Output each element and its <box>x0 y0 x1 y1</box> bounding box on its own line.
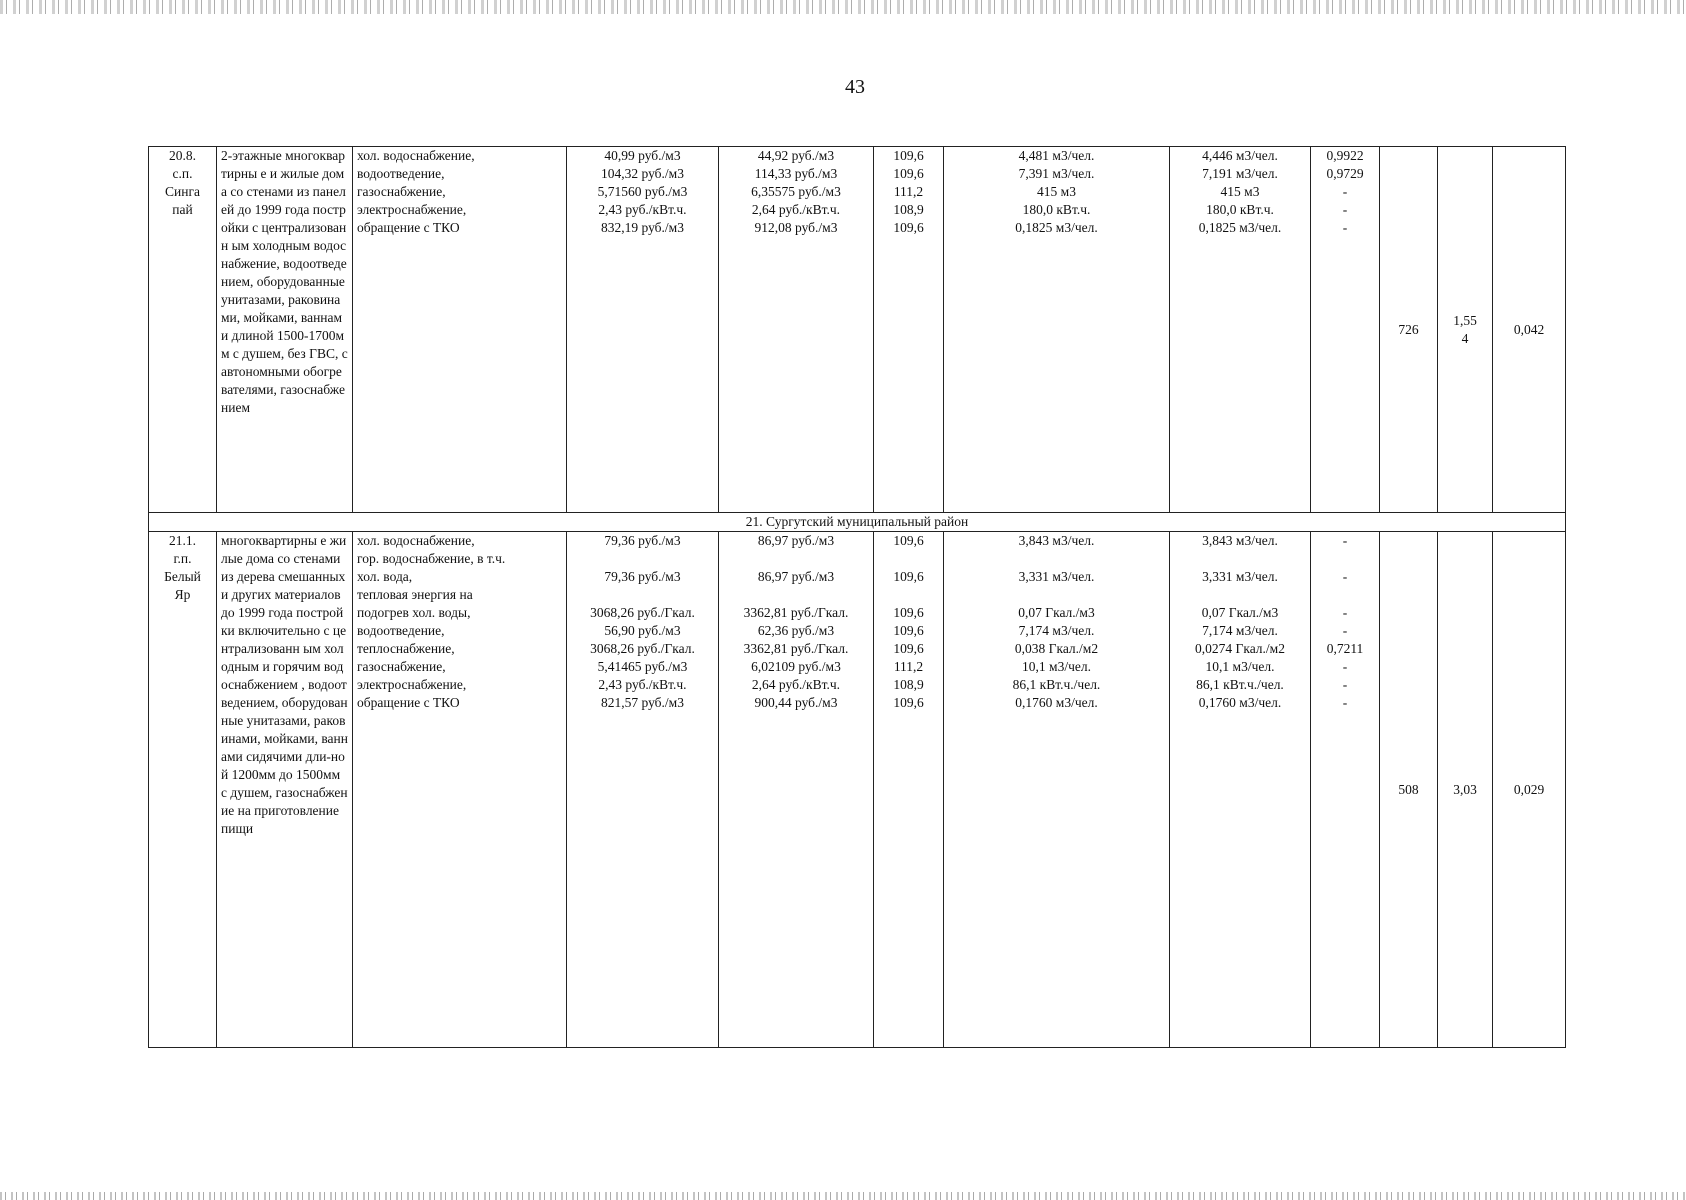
coef-value: - <box>1342 202 1348 217</box>
norm-value: 0,1825 м3/чел. <box>1015 220 1098 235</box>
tariff-value: 2,64 руб./кВт.ч. <box>751 202 841 217</box>
norm-value: 0,038 Гкал./м2 <box>1014 641 1099 656</box>
norm-value: 180,0 кВт.ч. <box>1022 202 1091 217</box>
tariff-value: 832,19 руб./м3 <box>601 220 684 235</box>
index-value: 109,6 <box>893 220 924 235</box>
row-number-cell: 21.1. г.п. Белый Яр <box>149 532 217 1048</box>
norm-value: 4,446 м3/чел. <box>1202 148 1278 163</box>
service-item: электроснабжение, <box>357 677 467 692</box>
service-item: гор. водоснабжение, в т.ч. <box>357 551 506 566</box>
services-cell <box>353 532 567 1048</box>
norm-value: 415 м3 <box>1037 184 1076 199</box>
tariff-value <box>571 550 714 568</box>
service-item: водоотведение, <box>357 623 445 638</box>
tariff-value <box>571 586 714 604</box>
description-cell: 2-этажные многоквартирны е и жилые дома со стенами из панелей до 1999 года постройки с централизованн ым холодным водоснабжение, водоотведением, оборудованные унитазами, раковинами, мойками, ваннами длиной 1500-1700мм с душем, без ГВС, с автономными обогревателями, газоснабжением <box>217 147 353 513</box>
norm-value: 86,1 кВт.ч./чел. <box>1012 677 1101 692</box>
tariff-value: 6,02109 руб./м3 <box>751 659 841 674</box>
page-number: 43 <box>845 76 865 98</box>
norm-value: 3,331 м3/чел. <box>1202 569 1278 584</box>
tariff-table <box>148 146 1566 1048</box>
index-value: 109,6 <box>893 641 924 656</box>
service-item: газоснабжение, <box>357 184 446 199</box>
tariff-value: 912,08 руб./м3 <box>754 220 838 235</box>
tariff-value: 5,71560 руб./м3 <box>597 184 688 199</box>
tariff-value: 3068,26 руб./Гкал. <box>590 605 695 620</box>
tariff-value <box>723 550 869 568</box>
tariff-value: 114,33 руб./м3 <box>754 166 838 181</box>
tariff-value: 62,36 руб./м3 <box>757 623 835 638</box>
tariff-value: 104,32 руб./м3 <box>601 166 684 181</box>
region-header-row <box>149 513 1566 532</box>
coef-value: - <box>1342 695 1348 710</box>
norm-value <box>1174 550 1306 568</box>
index-value: 111,2 <box>893 659 924 674</box>
norm-value: 86,1 кВт.ч./чел. <box>1196 677 1284 692</box>
service-item: электроснабжение, <box>357 202 467 217</box>
norm-value: 10,1 м3/чел. <box>1022 659 1091 674</box>
tariff-value: 86,97 руб./м3 <box>757 533 835 548</box>
index-value: 109,6 <box>893 148 924 163</box>
coef-cell <box>1311 532 1380 1048</box>
index-value: 109,6 <box>893 623 924 638</box>
tariff-value: 821,57 руб./м3 <box>601 695 684 710</box>
coef-value <box>1315 550 1375 568</box>
service-item: теплоснабжение, <box>357 641 455 656</box>
tariff-value: 56,90 руб./м3 <box>604 623 681 638</box>
total-value-1: 726 <box>1380 147 1438 513</box>
norm-value: 180,0 кВт.ч. <box>1206 202 1274 217</box>
index-cell <box>874 147 944 513</box>
tariff2-cell <box>719 532 874 1048</box>
service-item: водоотведение, <box>357 166 445 181</box>
tariff-value: 3068,26 руб./Гкал. <box>590 641 695 656</box>
tariff-value: 5,41465 руб./м3 <box>597 659 688 674</box>
norm-value: 4,481 м3/чел. <box>1018 148 1095 163</box>
service-item: газоснабжение, <box>357 659 446 674</box>
service-item: обращение с ТКО <box>357 220 460 235</box>
norm-value: 3,843 м3/чел. <box>1018 533 1095 548</box>
total-value-3: 0,042 <box>1493 147 1566 513</box>
tariff-value: 6,35575 руб./м3 <box>751 184 841 199</box>
table-row <box>149 147 1566 513</box>
coef-value: - <box>1342 623 1348 638</box>
tariff-value: 44,92 руб./м3 <box>757 148 835 163</box>
index-value: 109,6 <box>893 569 924 584</box>
norm-value: 0,07 Гкал./м3 <box>1018 605 1095 620</box>
coef-value: - <box>1342 677 1348 692</box>
norm-value: 10,1 м3/чел. <box>1205 659 1275 674</box>
norm-value <box>1174 586 1306 604</box>
total-value-2: 3,03 <box>1438 532 1493 1048</box>
norm-value: 415 м3 <box>1220 184 1260 199</box>
norm-value: 7,174 м3/чел. <box>1018 623 1095 638</box>
service-item: хол. водоснабжение, <box>357 148 475 163</box>
total-value-2: 1,55 4 <box>1438 147 1493 513</box>
tariff-value: 79,36 руб./м3 <box>604 533 681 548</box>
norm-value: 0,1760 м3/чел. <box>1015 695 1098 710</box>
norm-value: 7,191 м3/чел. <box>1202 166 1278 181</box>
index-value <box>878 550 939 568</box>
scan-artifact-top <box>0 0 1686 14</box>
index-value: 109,6 <box>893 605 924 620</box>
service-item: обращение с ТКО <box>357 695 460 710</box>
norm-value: 0,07 Гкал./м3 <box>1201 605 1279 620</box>
tariff-value: 86,97 руб./м3 <box>757 569 835 584</box>
index-cell <box>874 532 944 1048</box>
index-value: 108,9 <box>893 677 924 692</box>
index-value <box>878 586 939 604</box>
tariff2-cell <box>719 147 874 513</box>
norm-value: 0,1760 м3/чел. <box>1198 695 1282 710</box>
coef-value: - <box>1342 220 1348 235</box>
tariff1-cell <box>567 532 719 1048</box>
tariff-value: 2,64 руб./кВт.ч. <box>751 677 841 692</box>
norm-value <box>948 586 1165 604</box>
service-item: тепловая энергия на <box>357 587 473 602</box>
coef-value: - <box>1342 184 1348 199</box>
row-number-cell: 20.8. с.п. Синга пай <box>149 147 217 513</box>
tariff-value: 3362,81 руб./Гкал. <box>743 641 849 656</box>
norm2-cell <box>1170 532 1311 1048</box>
index-value: 109,6 <box>893 166 924 181</box>
coef-value: - <box>1342 533 1348 548</box>
index-value: 109,6 <box>893 695 924 710</box>
coef-value <box>1315 586 1375 604</box>
service-item: хол. вода, <box>357 569 413 584</box>
norm-value <box>948 550 1165 568</box>
index-value: 111,2 <box>893 184 924 199</box>
tariff-value: 79,36 руб./м3 <box>604 569 681 584</box>
norm1-cell <box>944 532 1170 1048</box>
tariff-value: 900,44 руб./м3 <box>754 695 838 710</box>
norm-value: 3,843 м3/чел. <box>1202 533 1278 548</box>
coef-value: 0,9922 <box>1326 148 1364 163</box>
coef-value: 0,7211 <box>1326 641 1364 656</box>
norm-value: 0,0274 Гкал./м2 <box>1195 641 1285 656</box>
total-value-1: 508 <box>1380 532 1438 1048</box>
tariff-value: 3362,81 руб./Гкал. <box>743 605 849 620</box>
scan-artifact-bottom <box>0 1192 1686 1200</box>
services-cell <box>353 147 567 513</box>
service-item: хол. водоснабжение, <box>357 533 475 548</box>
coef-value: 0,9729 <box>1326 166 1364 181</box>
coef-cell <box>1311 147 1380 513</box>
tariff-value <box>723 586 869 604</box>
table-row <box>149 532 1566 1048</box>
norm-value: 3,331 м3/чел. <box>1018 569 1095 584</box>
index-value: 109,6 <box>893 533 924 548</box>
norm2-cell <box>1170 147 1311 513</box>
tariff-value: 2,43 руб./кВт.ч. <box>598 202 687 217</box>
total-value-3: 0,029 <box>1493 532 1566 1048</box>
tariff-value: 40,99 руб./м3 <box>604 148 681 163</box>
norm1-cell <box>944 147 1170 513</box>
norm-value: 7,174 м3/чел. <box>1202 623 1278 638</box>
description-cell: многоквартирны е жилые дома со стенами из дерева смешанных и других материалов до 1999 года постройки включительно с централизованн ым холодным и горячим водоснабжением , водоотведением, оборудованные унитазами, раковинами, мойками, ваннами сидячими дли-ной 1200мм до 1500мм с душем, газоснабжение на приготовление пищи <box>217 532 353 1048</box>
index-value: 108,9 <box>893 202 924 217</box>
service-item: подогрев хол. воды, <box>357 605 471 620</box>
region-header: 21. Сургутский муниципальный район <box>149 513 1566 532</box>
tariff-value: 2,43 руб./кВт.ч. <box>598 677 687 692</box>
norm-value: 0,1825 м3/чел. <box>1198 220 1282 235</box>
norm-value: 7,391 м3/чел. <box>1018 166 1095 181</box>
coef-value: - <box>1342 605 1348 620</box>
coef-value: - <box>1342 659 1348 674</box>
coef-value: - <box>1342 569 1348 584</box>
tariff1-cell <box>567 147 719 513</box>
